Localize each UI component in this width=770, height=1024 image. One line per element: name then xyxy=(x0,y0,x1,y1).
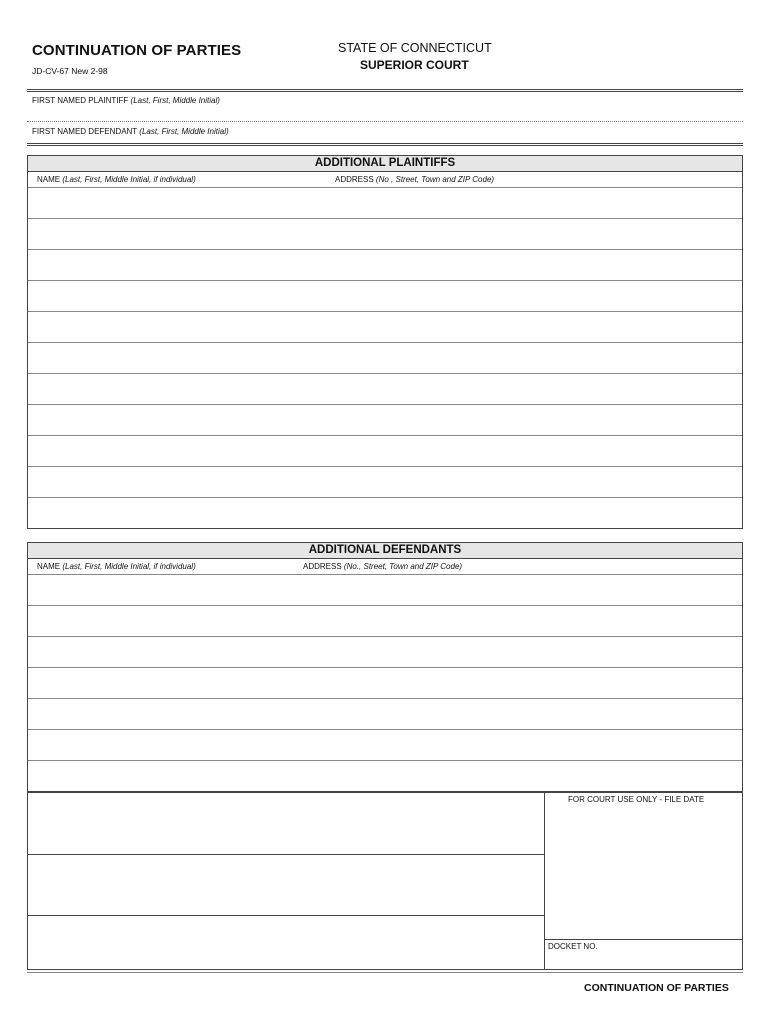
docket-number-label: DOCKET NO. xyxy=(548,942,598,951)
defendants-name-column: NAME (Last, First, Middle Initial, if individual) xyxy=(37,562,196,571)
footer-title: CONTINUATION OF PARTIES xyxy=(584,982,729,994)
state-name: STATE OF CONNECTICUT xyxy=(338,41,492,55)
docket-divider xyxy=(545,939,742,940)
plaintiff-entry-row[interactable] xyxy=(28,343,742,374)
defendants-address-column: ADDRESS (No., Street, Town and ZIP Code) xyxy=(303,562,463,571)
first-defendant-field[interactable] xyxy=(32,127,229,136)
plaintiff-entry-row[interactable] xyxy=(28,436,742,467)
plaintiff-entry-row[interactable] xyxy=(28,374,742,405)
extra-entry-area[interactable] xyxy=(28,793,545,969)
plaintiffs-rows xyxy=(28,188,742,528)
entry-divider xyxy=(28,915,544,916)
plaintiff-entry-row[interactable] xyxy=(28,405,742,436)
defendants-heading: ADDITIONAL DEFENDANTS xyxy=(28,543,742,559)
defendant-entry-row[interactable] xyxy=(28,730,742,761)
first-plaintiff-hint: (Last, First, Middle Initial) xyxy=(130,96,220,105)
additional-plaintiffs-section xyxy=(27,155,743,529)
plaintiff-entry-row[interactable] xyxy=(28,467,742,498)
defendant-entry-row[interactable] xyxy=(28,668,742,699)
footer-divider xyxy=(27,972,743,973)
header-divider xyxy=(27,89,743,92)
plaintiffs-address-column: ADDRESS (No , Street, Town and ZIP Code) xyxy=(335,175,495,184)
court-name: SUPERIOR COURT xyxy=(360,58,469,72)
form-number: JD-CV-67 New 2-98 xyxy=(32,66,108,76)
first-defendant-label: FIRST NAMED DEFENDANT xyxy=(32,127,138,136)
first-plaintiff-label: FIRST NAMED PLAINTIFF xyxy=(32,96,129,105)
defendants-column-header xyxy=(28,559,742,575)
field-divider xyxy=(27,121,743,122)
plaintiff-entry-row[interactable] xyxy=(28,312,742,343)
plaintiff-entry-row[interactable] xyxy=(28,250,742,281)
plaintiffs-heading: ADDITIONAL PLAINTIFFS xyxy=(28,156,742,172)
entry-divider xyxy=(28,854,544,855)
defendants-rows xyxy=(28,575,742,791)
plaintiffs-name-column: NAME (Last, First, Middle Initial, if individual) xyxy=(37,175,196,184)
additional-defendants-section xyxy=(27,542,743,792)
first-plaintiff-field[interactable] xyxy=(32,96,220,105)
defendant-entry-row[interactable] xyxy=(28,606,742,637)
plaintiff-entry-row[interactable] xyxy=(28,188,742,219)
form-title: CONTINUATION OF PARTIES xyxy=(32,42,242,59)
defendant-entry-row[interactable] xyxy=(28,761,742,791)
plaintiff-entry-row[interactable] xyxy=(28,281,742,312)
plaintiffs-column-header xyxy=(28,172,742,188)
defendant-entry-row[interactable] xyxy=(28,575,742,606)
defendant-entry-row[interactable] xyxy=(28,699,742,730)
court-use-area xyxy=(27,792,743,970)
field-divider-double xyxy=(27,143,743,146)
plaintiff-entry-row[interactable] xyxy=(28,219,742,250)
defendant-entry-row[interactable] xyxy=(28,637,742,668)
plaintiff-entry-row[interactable] xyxy=(28,498,742,528)
file-date-label: FOR COURT USE ONLY - FILE DATE xyxy=(568,795,705,804)
first-defendant-hint: (Last, First, Middle Initial) xyxy=(139,127,229,136)
